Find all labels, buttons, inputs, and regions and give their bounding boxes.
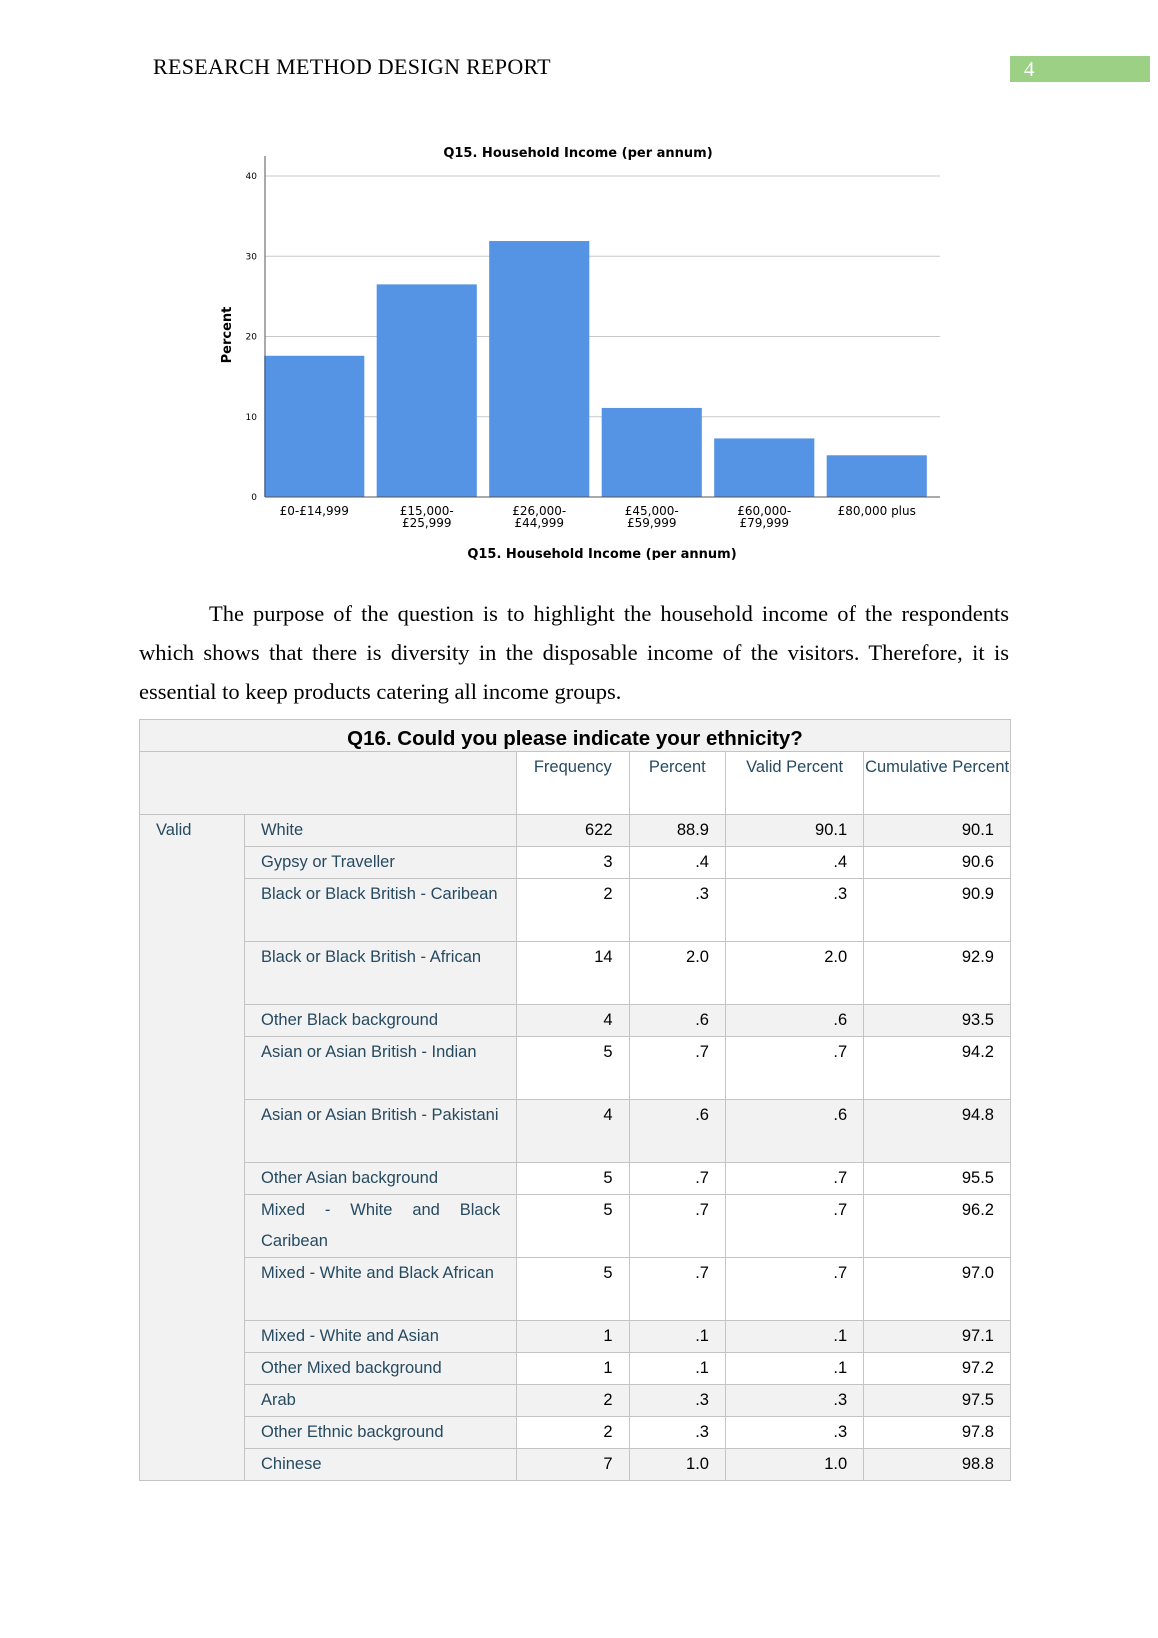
row-label: Mixed - White and Black Caribean [244,1195,516,1258]
cell-percent: .3 [629,879,725,942]
cell-frequency: 7 [517,1449,629,1481]
cell-percent: .6 [629,1100,725,1163]
x-tick-label: £59,999 [626,516,677,530]
cell-percent: 88.9 [629,815,725,847]
cell-percent: 2.0 [629,942,725,1005]
cell-cumulative-percent: 97.2 [864,1353,1011,1385]
header-cumulative-percent: Cumulative Percent [864,752,1011,815]
header-valid-percent: Valid Percent [725,752,863,815]
cell-frequency: 1 [517,1321,629,1353]
x-tick-label: £15,000- [399,504,454,518]
household-income-chart [210,140,950,560]
chart-title: Q15. Household Income (per annum) [443,146,713,161]
cell-cumulative-percent: 96.2 [864,1195,1011,1258]
cell-frequency: 622 [517,815,629,847]
row-label: Chinese [244,1449,516,1481]
bar [489,241,589,497]
cell-cumulative-percent: 90.1 [864,815,1011,847]
cell-percent: .6 [629,1005,725,1037]
row-label: Other Mixed background [244,1353,516,1385]
cell-valid-percent: 90.1 [725,815,863,847]
cell-valid-percent: .3 [725,1385,863,1417]
cell-cumulative-percent: 93.5 [864,1005,1011,1037]
cell-valid-percent: .1 [725,1321,863,1353]
cell-cumulative-percent: 90.9 [864,879,1011,942]
cell-percent: .7 [629,1195,725,1258]
running-header: RESEARCH METHOD DESIGN REPORT [153,54,551,79]
cell-frequency: 14 [517,942,629,1005]
cell-percent: .1 [629,1353,725,1385]
chart-ylabel: Percent [220,306,235,364]
group-label-valid: Valid [140,815,245,1481]
cell-frequency: 5 [517,1258,629,1321]
body-paragraph: The purpose of the question is to highlight the household income of the respondents which shows that there is diversity in the disposable income of the visitors. Therefore, it is essential to keep products catering all income groups. [139,601,1009,704]
row-label: Other Ethnic background [244,1417,516,1449]
page-number: 4 [1010,56,1150,82]
cell-valid-percent: .7 [725,1258,863,1321]
cell-cumulative-percent: 95.5 [864,1163,1011,1195]
row-label: White [244,815,516,847]
x-tick-label: £45,000- [624,504,679,518]
bar [377,284,477,497]
cell-cumulative-percent: 94.2 [864,1037,1011,1100]
cell-cumulative-percent: 97.0 [864,1258,1011,1321]
cell-cumulative-percent: 90.6 [864,847,1011,879]
cell-percent: .1 [629,1321,725,1353]
cell-valid-percent: .4 [725,847,863,879]
x-tick-label: £25,999 [401,516,452,530]
cell-frequency: 5 [517,1163,629,1195]
cell-frequency: 2 [517,1417,629,1449]
cell-frequency: 4 [517,1100,629,1163]
bar [264,356,364,497]
cell-cumulative-percent: 94.8 [864,1100,1011,1163]
cell-frequency: 5 [517,1195,629,1258]
cell-percent: .3 [629,1385,725,1417]
row-label: Mixed - White and Asian [244,1321,516,1353]
cell-frequency: 2 [517,879,629,942]
y-tick-label: 20 [245,332,257,343]
bar [714,438,814,497]
cell-valid-percent: 2.0 [725,942,863,1005]
row-label: Black or Black British - Caribean [244,879,516,942]
header-blank [140,752,517,815]
cell-valid-percent: .6 [725,1005,863,1037]
cell-percent: .7 [629,1163,725,1195]
chart-xlabel: Q15. Household Income (per annum) [467,547,737,560]
cell-cumulative-percent: 97.5 [864,1385,1011,1417]
row-label: Black or Black British - African [244,942,516,1005]
y-tick-label: 40 [245,172,257,183]
cell-cumulative-percent: 98.8 [864,1449,1011,1481]
x-tick-label: £80,000 plus [837,504,916,518]
cell-valid-percent: .3 [725,1417,863,1449]
bar [827,455,927,497]
x-tick-label: £44,999 [514,516,565,530]
cell-frequency: 4 [517,1005,629,1037]
cell-valid-percent: .7 [725,1163,863,1195]
x-tick-label: £60,000- [737,504,792,518]
cell-frequency: 1 [517,1353,629,1385]
cell-valid-percent: 1.0 [725,1449,863,1481]
cell-percent: .7 [629,1037,725,1100]
row-label: Mixed - White and Black African [244,1258,516,1321]
cell-cumulative-percent: 97.8 [864,1417,1011,1449]
row-label: Other Black background [244,1005,516,1037]
cell-cumulative-percent: 97.1 [864,1321,1011,1353]
row-label: Other Asian background [244,1163,516,1195]
cell-valid-percent: .3 [725,879,863,942]
cell-percent: 1.0 [629,1449,725,1481]
bar [602,408,702,497]
row-label: Asian or Asian British - Indian [244,1037,516,1100]
cell-valid-percent: .1 [725,1353,863,1385]
header-percent: Percent [629,752,725,815]
cell-frequency: 2 [517,1385,629,1417]
cell-valid-percent: .7 [725,1195,863,1258]
cell-valid-percent: .7 [725,1037,863,1100]
y-tick-label: 30 [245,252,257,263]
table-caption: Q16. Could you please indicate your ethnicity? [140,720,1011,752]
x-tick-label: £26,000- [512,504,567,518]
x-tick-label: £79,999 [739,516,790,530]
header-frequency: Frequency [517,752,629,815]
cell-percent: .4 [629,847,725,879]
cell-valid-percent: .6 [725,1100,863,1163]
x-tick-label: £0-£14,999 [279,504,349,518]
y-tick-label: 10 [245,412,257,423]
ethnicity-frequency-table [139,719,1011,1481]
y-tick-label: 0 [251,493,257,503]
cell-percent: .3 [629,1417,725,1449]
cell-percent: .7 [629,1258,725,1321]
cell-cumulative-percent: 92.9 [864,942,1011,1005]
row-label: Asian or Asian British - Pakistani [244,1100,516,1163]
cell-frequency: 3 [517,847,629,879]
cell-frequency: 5 [517,1037,629,1100]
row-label: Arab [244,1385,516,1417]
row-label: Gypsy or Traveller [244,847,516,879]
